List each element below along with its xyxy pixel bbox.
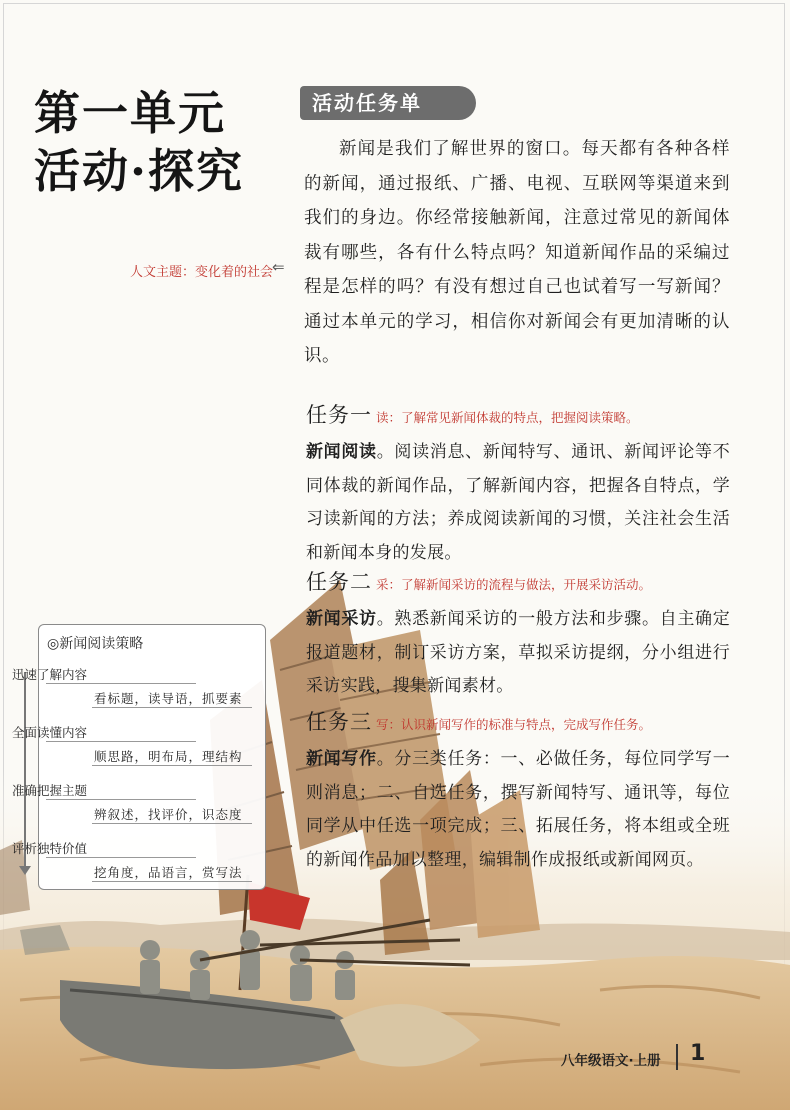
task-two-lead: 新闻采访 <box>306 609 377 629</box>
strategy-divider <box>92 765 252 766</box>
unit-title-line2: 活动·探究 <box>34 144 245 198</box>
task-one-note: 读：了解常见新闻体裁的特点，把握阅读策略。 <box>376 410 639 425</box>
strategy-step: 迅速了解内容 <box>12 667 88 682</box>
strategy-divider <box>46 857 196 858</box>
footer-divider <box>676 1044 678 1070</box>
task-one <box>306 398 730 570</box>
arrow-left-icon: ⇐ <box>272 258 285 276</box>
strategy-substep: 顺思路，明布局，理结构 <box>94 749 243 764</box>
task-three-text: 。分三类任务：一、必做任务，每位同学写一则消息；二、自选任务，撰写新闻特写、通讯等，每位同学从中任选一项完成；三、拓展任务，将本组或全班的新闻作品加以整理，编辑制作成报纸或新闻网页。 <box>306 749 731 870</box>
task-one-text: 。阅读消息、新闻特写、通讯、新闻评论等不同体裁的新闻作品，了解新闻内容，把握各自特点，学习读新闻的方法；养成阅读新闻的习惯，关注社会生活和新闻本身的发展。 <box>306 442 731 563</box>
strategy-divider <box>92 707 252 708</box>
activity-task-banner: 活动任务单 <box>300 86 476 120</box>
task-one-name: 任务一 <box>306 403 372 427</box>
strategy-step: 全面读懂内容 <box>12 725 88 740</box>
strategy-substep: 辨叙述，找评价，识态度 <box>94 807 243 822</box>
strategy-divider <box>92 823 252 824</box>
unit-title-line1: 第一单元 <box>34 86 226 140</box>
task-two-note: 采：了解新闻采访的流程与做法，开展采访活动。 <box>376 577 652 592</box>
strategy-substep: 挖角度，品语言，赏写法 <box>94 865 243 880</box>
task-three-lead: 新闻写作 <box>306 749 377 769</box>
task-three-name: 任务三 <box>306 710 372 734</box>
strategy-title: ◎新闻阅读策略 <box>47 636 144 652</box>
strategy-substep: 看标题，读导语，抓要素 <box>94 691 243 706</box>
intro-paragraph: 新闻是我们了解世界的窗口。每天都有各种各样的新闻，通过报纸、广播、电视、互联网等渠道来到我们的身边。你经常接触新闻，注意过常见的新闻体裁有哪些，各有什么特点吗？知道新闻作品的采编过程是怎样的吗？有没有想过自己也试着写一写新闻？通过本单元的学习，相信你对新闻会有更加清晰的认识。 <box>304 139 730 366</box>
book-label: 八年级语文·上册 <box>561 1053 661 1069</box>
strategy-divider <box>46 683 196 684</box>
strategy-step: 评析独特价值 <box>12 841 88 856</box>
strategy-divider <box>92 881 252 882</box>
task-three-note: 写：认识新闻写作的标准与特点，完成写作任务。 <box>376 717 652 732</box>
task-one-lead: 新闻阅读 <box>306 442 377 462</box>
strategy-divider <box>46 741 196 742</box>
task-two-body <box>306 603 730 704</box>
page-number: 1 <box>690 1041 706 1066</box>
task-three-body <box>306 743 730 877</box>
arrow-down-icon <box>19 866 31 875</box>
task-two-name: 任务二 <box>306 570 372 594</box>
task-one-body <box>306 436 730 570</box>
task-two <box>306 565 730 704</box>
humanistic-theme-note: 人文主题：变化着的社会 <box>130 265 274 280</box>
strategy-divider <box>46 799 196 800</box>
strategy-step: 准确把握主题 <box>12 783 88 798</box>
task-three <box>306 705 730 877</box>
task-two-text: 。熟悉新闻采访的一般方法和步骤。自主确定报道题材，制订采访方案，草拟采访提纲，分小组进行采访实践，搜集新闻素材。 <box>306 609 731 696</box>
unit-title <box>34 84 244 200</box>
